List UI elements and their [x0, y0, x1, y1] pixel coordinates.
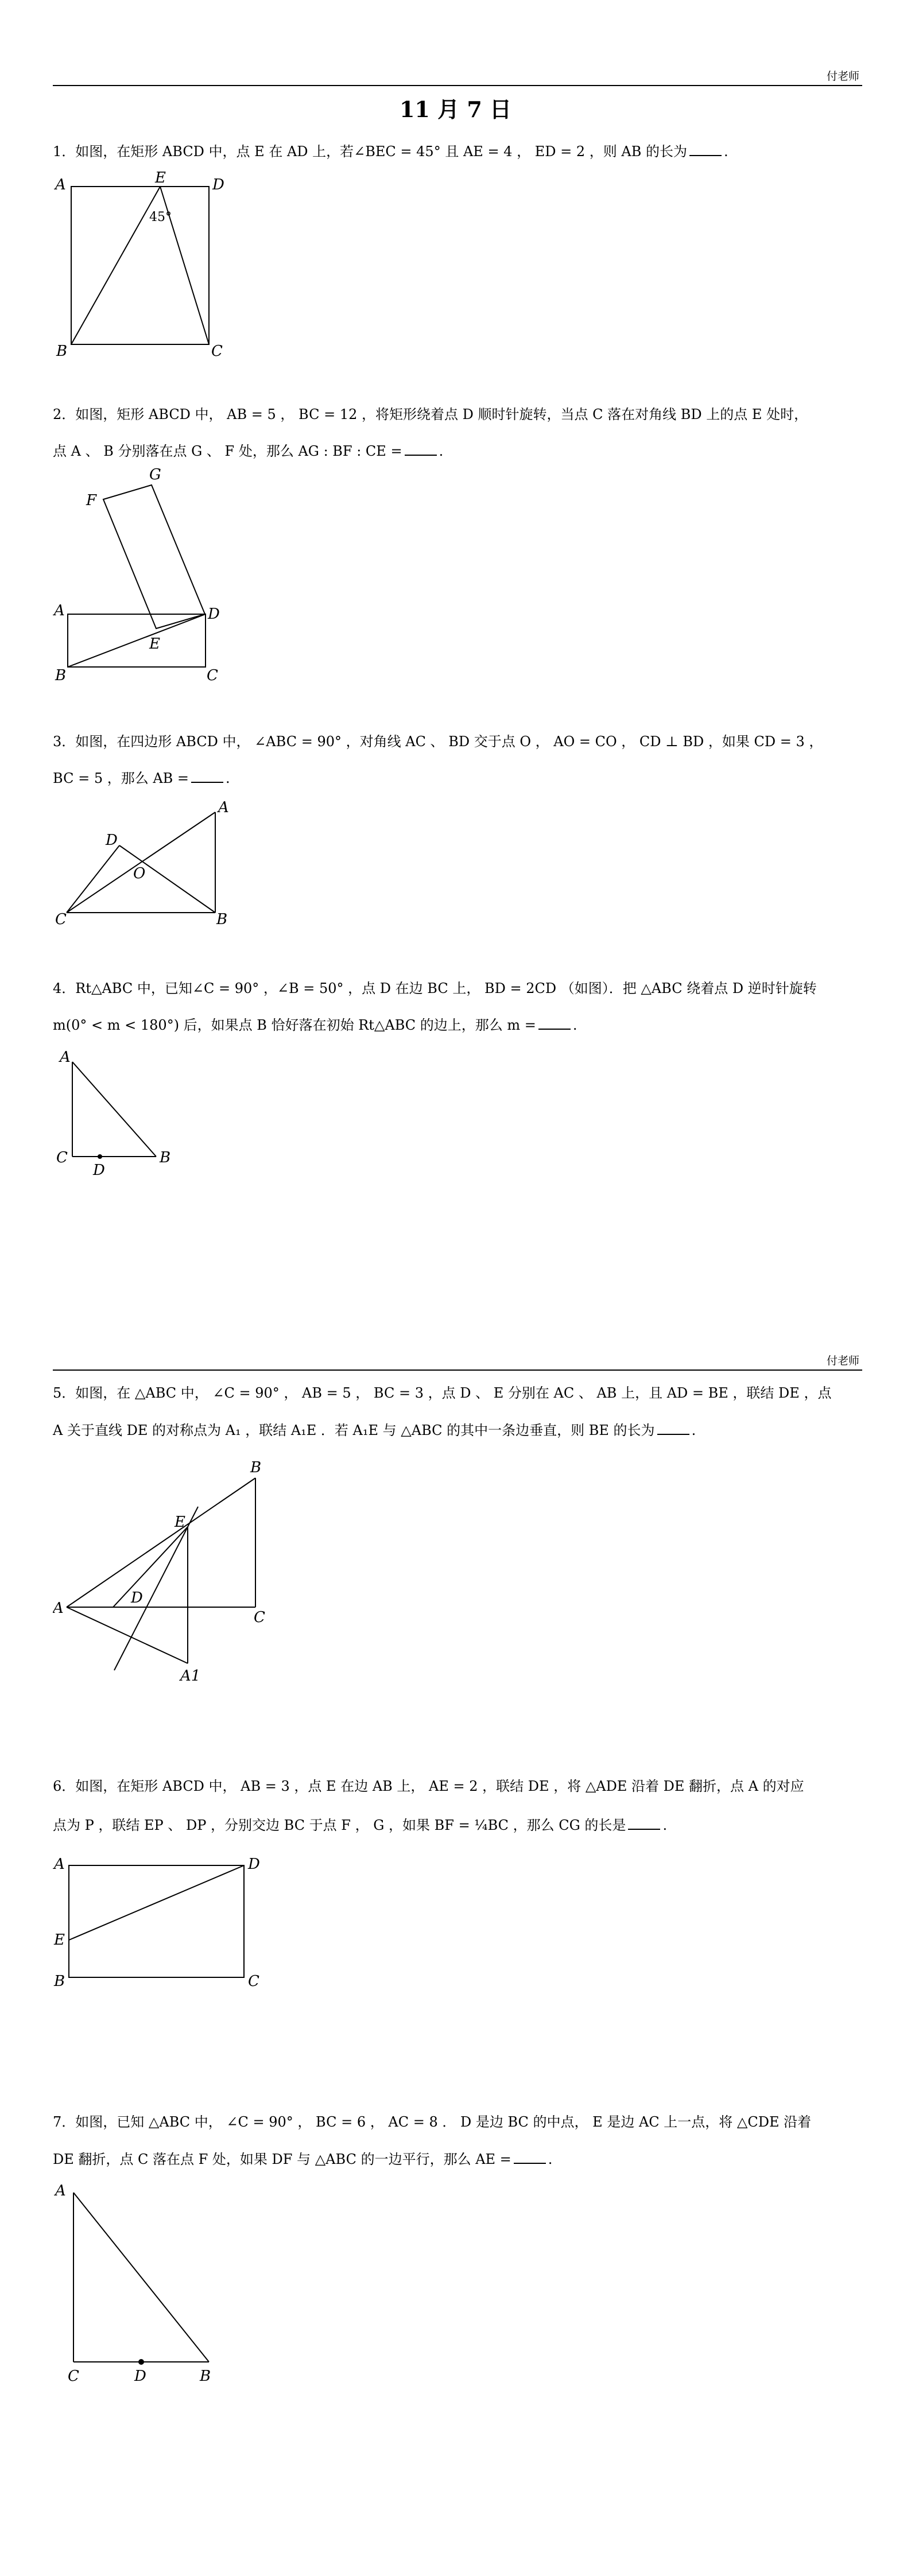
question-2-line-1 — [53, 396, 862, 433]
figure-q5 — [53, 1452, 282, 1693]
question-4-line-2: m(0° < m < 180°) 后，如果点 B 恰好落在初始 Rt△ABC 的边上，那么 m = . — [53, 1017, 577, 1033]
figure-q1 — [53, 166, 237, 362]
fig-label: D — [248, 1856, 260, 1873]
fig-label: D — [131, 1589, 143, 1607]
fig-label: A — [55, 2182, 66, 2199]
fig-label: B — [160, 1149, 171, 1166]
figure-q7 — [53, 2175, 237, 2388]
figure-q6 — [53, 1848, 282, 1997]
question-number: 3． — [53, 734, 76, 750]
fig-label: D — [212, 176, 224, 193]
question-text: m(0° < m < 180°) 后，如果点 B 恰好落在初始 Rt△ABC 的边上，那么 m = — [53, 1017, 536, 1033]
question-number: 4． — [53, 980, 76, 996]
date-title: 11 月 7 日 — [399, 96, 511, 122]
question-number: 5． — [53, 1385, 76, 1401]
fig-label: C — [211, 343, 223, 360]
question-text: Rt△ABC 中，已知∠C = 90° ，∠B = 50° ，点 D 在边 BC 上， BD = 2CD （如图）．把 △ABC 绕着点 D 逆时针旋转 — [75, 980, 817, 996]
fig-label: C — [55, 911, 67, 928]
fig-label: D — [134, 2368, 146, 2385]
fig-label: E — [54, 1931, 65, 1949]
fig-label: A — [55, 176, 66, 193]
question-text: 如图，在矩形 ABCD 中， AB = 3 ，点 E 在边 AB 上， AE = 2 ，联结 DE ，将 △ADE 沿着 DE 翻折，点 A 的对应 — [75, 1778, 804, 1794]
answer-blank[interactable] — [405, 442, 437, 456]
question-text: A 关于直线 DE 的对称点为 A₁ ，联结 A₁E ．若 A₁E 与 △ABC 的其中一条边垂直，则 BE 的长为 — [53, 1422, 655, 1438]
question-text: DE 翻折，点 C 落在点 F 处，如果 DF 与 △ABC 的一边平行，那么 AE = — [53, 2151, 511, 2167]
fig-label: B — [56, 343, 68, 360]
question-4-line-1 — [53, 970, 862, 1007]
fig-label: C — [68, 2368, 79, 2385]
answer-blank[interactable] — [689, 142, 722, 156]
fig-label: A1 — [180, 1667, 201, 1685]
question-text: 如图，已知 △ABC 中， ∠C = 90° ， BC = 6 ， AC = 8 ． D 是边 BC 的中点， E 是边 AC 上一点，将 △CDE 沿着 — [75, 2114, 812, 2130]
fig-label: A — [53, 1600, 64, 1617]
fig-label: G — [149, 466, 161, 483]
question-5-line-2: A 关于直线 DE 的对称点为 A₁ ，联结 A₁E ．若 A₁E 与 △ABC 的其中一条边垂直，则 BE 的长为 . — [53, 1422, 696, 1438]
teacher-header-label: 付老师 — [826, 70, 859, 83]
fig-label: D — [106, 832, 118, 849]
fig-label: A — [218, 799, 229, 816]
question-number: 1． — [53, 143, 76, 160]
fig-label: D — [93, 1162, 105, 1179]
question-number: 6． — [53, 1778, 76, 1794]
fig-label: C — [207, 667, 218, 684]
fig-label: B — [216, 911, 228, 928]
answer-blank[interactable] — [191, 769, 223, 783]
answer-blank[interactable] — [538, 1016, 571, 1030]
figure-q3 — [53, 795, 242, 933]
question-number: 7． — [53, 2114, 76, 2130]
question-6-line-2: 点为 P ，联结 EP 、 DP ，分别交边 BC 于点 F ， G ，如果 BF = ¼BC ，那么 CG 的长是 . — [53, 1817, 668, 1833]
question-3-line-1 — [53, 723, 862, 760]
question-text: BC = 5 ，那么 AB = — [53, 770, 189, 786]
question-7-line-1 — [53, 2104, 862, 2140]
question-7-line-2: DE 翻折，点 C 落在点 F 处，如果 DF 与 △ABC 的一边平行，那么 AE = . — [53, 2151, 553, 2167]
question-number: 2． — [53, 406, 76, 422]
fig-label: E — [155, 169, 166, 187]
fig-label: F — [86, 492, 97, 509]
answer-blank[interactable] — [657, 1421, 689, 1435]
question-2-line-2: 点 A 、 B 分别落在点 G 、 F 处，那么 AG : BF : CE = . — [53, 443, 444, 459]
question-text: 如图，矩形 ABCD 中， AB = 5 ， BC = 12 ，将矩形绕着点 D 顺时针旋转，当点 C 落在对角线 BD 上的点 E 处时， — [75, 406, 808, 422]
header-rule — [53, 85, 862, 86]
fig-label: C — [254, 1609, 265, 1626]
question-1-line-1 — [53, 133, 862, 170]
figure-q4 — [53, 1042, 191, 1185]
fig-label: B — [200, 2368, 211, 2385]
fig-label: 45° — [149, 210, 172, 224]
fig-label: C — [248, 1973, 259, 1990]
answer-blank[interactable] — [514, 2150, 546, 2164]
header-rule — [53, 1370, 862, 1371]
fig-label: A — [54, 1856, 65, 1873]
question-text: 点为 P ，联结 EP 、 DP ，分别交边 BC 于点 F ， G ，如果 BF = ¼BC ，那么 CG 的长是 — [53, 1817, 626, 1833]
question-6-line-1 — [53, 1768, 862, 1805]
fig-label: O — [133, 865, 146, 882]
question-text-end: . — [723, 143, 728, 160]
question-text: 如图，在 △ABC 中， ∠C = 90° ， AB = 5 ， BC = 3 ，点 D 、 E 分别在 AC 、 AB 上，且 AD = BE ，联结 DE ，点 — [75, 1385, 832, 1401]
fig-label: D — [208, 606, 220, 623]
question-text: 如图，在四边形 ABCD 中， ∠ABC = 90° ，对角线 AC 、 BD 交于点 O ， AO = CO ， CD ⊥ BD ，如果 CD = 3 ， — [75, 734, 823, 750]
question-text: 点 A 、 B 分别落在点 G 、 F 处，那么 AG : BF : CE = — [53, 443, 402, 459]
fig-label: E — [175, 1514, 185, 1531]
fig-label: A — [54, 602, 65, 619]
fig-label: A — [60, 1049, 71, 1066]
fig-label: C — [56, 1149, 68, 1166]
fig-label: B — [54, 1973, 65, 1990]
fig-label: B — [55, 667, 67, 684]
question-5-line-1 — [53, 1375, 862, 1411]
fig-label: E — [149, 635, 160, 653]
figure-q2 — [53, 465, 242, 695]
teacher-header-label: 付老师 — [826, 1355, 859, 1367]
question-3-line-2: BC = 5 ，那么 AB = . — [53, 770, 230, 786]
fig-label: B — [250, 1459, 262, 1476]
answer-blank[interactable] — [628, 1816, 660, 1830]
question-text: 如图，在矩形 ABCD 中，点 E 在 AD 上，若∠BEC = 45° 且 AE = 4 ， ED = 2 ，则 AB 的长为 — [75, 143, 687, 160]
